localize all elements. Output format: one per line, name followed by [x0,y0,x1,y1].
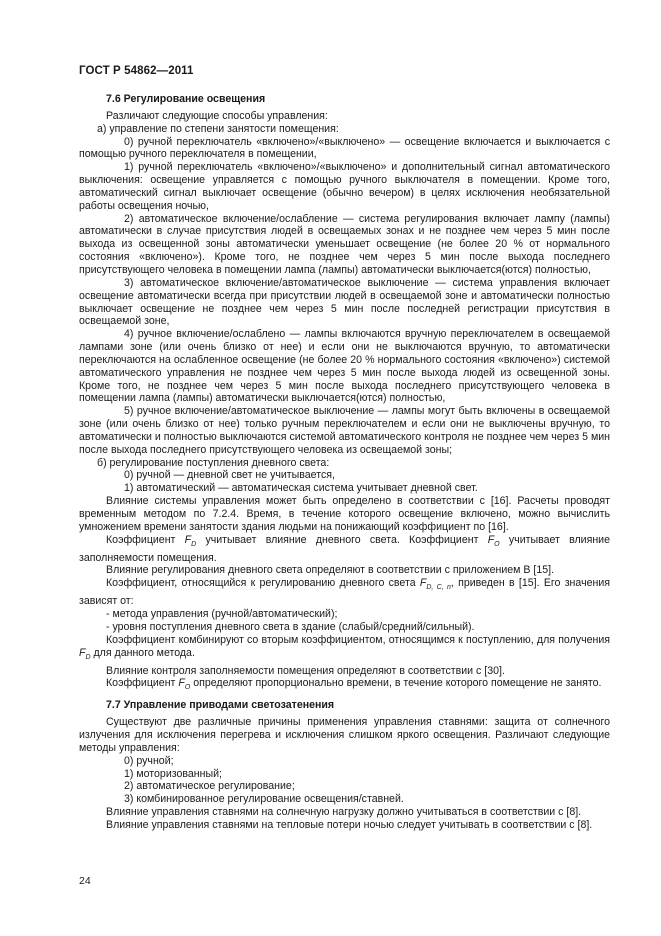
symbol: F [79,646,86,659]
paragraph [79,677,610,695]
paragraph: Различают следующие способы управления: [106,109,328,122]
symbol: F [184,533,192,546]
list-item: 1) ручной переключатель «включено»/«выключено» и дополнительный сигнал автоматического выключения: освещение управляется с помощью ручного выключателя в помещении. Кроме того, автоматический сигнал выключает освещение (обычно вечером) в целях исключения необязательной работы освещения ночью, [79,161,610,212]
list-item: 0) ручной переключатель «включено»/«выключено» — освещение включается и выключается с помощью ручного переключателя в помещении, [79,135,610,161]
paragraph [79,534,610,565]
list-item: 2) автоматическое регулирование; [124,780,295,793]
document-body [79,91,610,832]
list-item: 3) автоматическое включение/автоматическое выключение — система управления включает освещение автоматически всегда при присутствии людей в освещаемой зоне и автоматически полностью выключает освещение не позднее чем через 5 мин после последней регистрации присутствия в освещаемой зоне, [79,276,610,328]
text: Коэффициент комбинируют со вторым коэффициентом, относящимся к поступлению, для получения [106,633,610,646]
text: , приведен в [15]. Его значения зависят от: [79,577,610,608]
page-number: 24 [79,875,91,887]
paragraph: Влияние управления ставнями на тепловые потери ночью следует учитывать в соответствии с [8]. [106,819,593,831]
list-item: 0) ручной; [124,754,174,767]
paragraph: Влияние регулирования дневного света определяют в соответствии с приложением В [15]. [106,564,555,577]
text: Коэффициент, относящийся к регулированию дневного света [106,577,420,590]
list-item: 1) автоматический — автоматическая система учитывает дневной свет. [124,482,478,495]
subscript: D [85,653,91,661]
paragraph: Влияние управления ставнями на солнечную нагрузку должно учитываться в соответствии с [8]. [106,806,582,819]
list-item: 3) комбинированное регулирование освещения/ставней. [124,793,404,806]
list-item: а) управление по степени занятости помещения: [97,122,339,135]
paragraph [79,577,610,608]
list-item: 2) автоматическое включение/ослабление — система регулирования включает лампу (лампы) автоматически в случае присутствия людей в освещаемых зонах и не позднее чем через 5 мин после выхода из освещенной зоны автоматически уменьшает освещение (не более 20 % от нормального состояния «включено»). Кроме того, не позднее чем через 5 мин после выхода последнего присутствующего человека в помещении лампа (лампы) автоматически выключается(ются) полностью, [79,212,610,276]
text: учитывает влияние заполняемости помещения. [79,533,610,564]
list-item: б) регулирование поступления дневного света: [97,456,330,469]
list-item: 4) ручное включение/ослаблено — лампы включаются вручную переключателем в освещаемой лампами зоне (или очень близко от нее) и если они не выключаются вручную, то автоматически переключаются на ослабленное освещение (не более 20 % нормального состояния «включено») системой автоматического управления не позднее чем через 5 мин после выхода людей из освещенной зоны. Кроме того, не позднее чем через 5 мин после выхода последнего присутствующего человека в помещении лампа (лампы) автоматически выключается(ются) полностью, [79,328,610,405]
subscript: O [184,684,191,692]
text: для данного метода. [90,646,195,659]
formula-fd [79,647,91,659]
section-heading-7-7: 7.7 Управление приводами светозатенения [106,699,335,712]
list-item: - уровня поступления дневного света в здание (слабый/средний/сильный). [106,620,475,633]
list-item: 5) ручное включение/автоматическое выключение — лампы могут быть включены в освещаемой зоне (или очень близко от нее) только ручным переключателем и если они не выключены вручную, то автоматически и полностью выключаются системой автоматического контроля не позднее чем через 5 мин после выхода последнего присутствующего человека из освещаемой зоны; [79,405,610,456]
subscript: O [494,540,500,548]
paragraph [79,634,610,665]
paragraph: Влияние контроля заполняемости помещения определяют в соответствии с [30]. [106,664,505,677]
document-header: ГОСТ Р 54862—2011 [79,65,194,77]
text: определяют пропорционально времени, в течение которого помещение не занято. [190,677,602,690]
text: учитывает влияние дневного света. Коэффициент [196,533,488,546]
list-item: 0) ручной — дневной свет не учитывается, [124,469,335,482]
formula-fo [178,677,191,692]
symbol: F [487,533,495,546]
paragraph: Влияние системы управления может быть определено в соответствии с [16]. Расчеты проводят временным методом по 7.2.4. Время, в течение которого освещение включено, можно вычислить умножением времени занятости здания людьми на понижающий коэффициент по [16]. [79,495,610,533]
list-item: 1) моторизованный; [124,767,222,780]
subscript: D [191,540,197,548]
text: Коэффициент [106,677,179,690]
list-item: - метода управления (ручной/автоматический); [106,608,338,621]
formula-fo [488,534,500,546]
section-heading-7-6: 7.6 Регулирование освещения [106,93,266,105]
symbol: F [178,677,185,690]
paragraph: Существуют две различные причины применения управления ставнями: защита от солнечного излучения для исключения перегрева и исключения слишком яркого освещения. Различают следующие методы управления: [79,716,610,754]
subscript: D, C, n [426,584,451,592]
formula-fd [185,534,197,546]
symbol: F [419,577,427,590]
text: Коэффициент [106,533,185,546]
formula-fdcn [419,577,451,592]
